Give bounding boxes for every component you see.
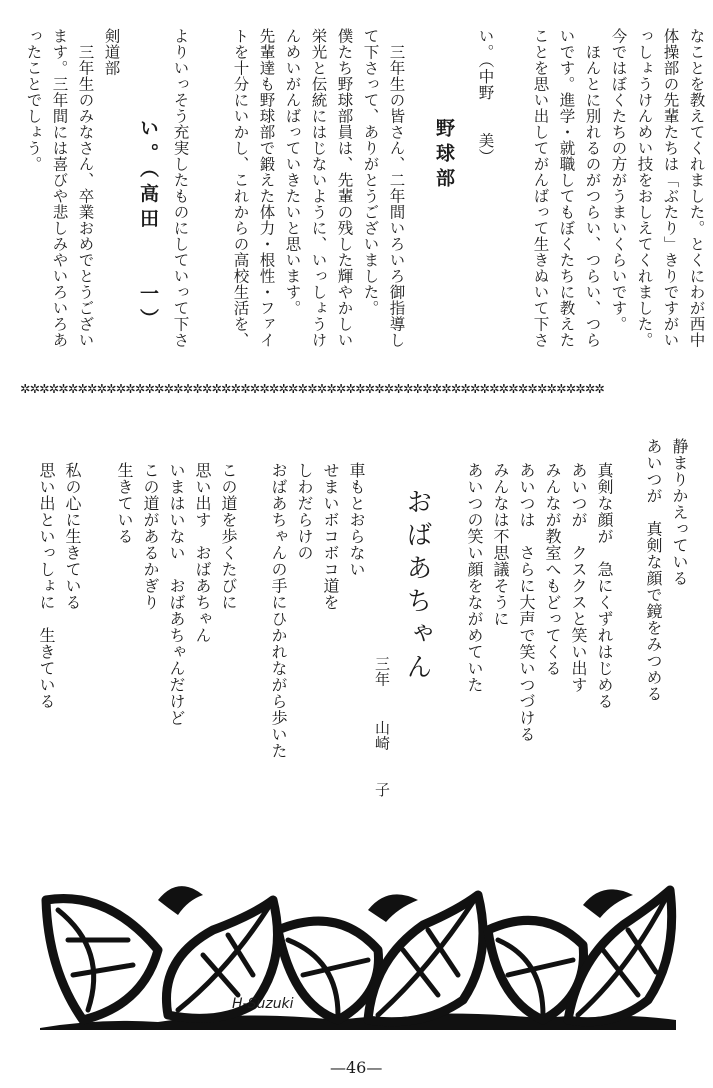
section-heading-baseball: 野球部 xyxy=(433,118,455,193)
prose-column: ます。三年間には喜びや悲しみやいろいろあ xyxy=(50,28,69,348)
poem-line: 生きている xyxy=(115,462,134,545)
decorative-leaf-border xyxy=(38,880,678,1030)
poem-line: 真剣な顔が 急にくずれはじめる xyxy=(595,462,614,710)
prose-column: て下さって、ありがとうございました。 xyxy=(361,28,380,316)
prose-column: ほんとに別れるのがつらい、つらい、つら xyxy=(583,28,602,348)
prose-column: ったことでしょう。 xyxy=(24,28,43,172)
prose-column: んめいがんばっていきたいと思います。 xyxy=(283,28,302,316)
prose-column: いです。進学・就職してもぼくたちに教えた xyxy=(557,28,576,348)
star-divider: ✲✲✲✲✲✲✲✲✲✲✲✲✲✲✲✲✲✲✲✲✲✲✲✲✲✲✲✲✲✲✲✲✲✲✲✲✲✲✲✲✲✲✲✲✲✲✲✲✲✲✲✲✲✲✲✲✲✲✲✲✲ xyxy=(20,383,604,396)
poem-line: みんなが教室へもどってくる xyxy=(543,462,562,677)
poem-line: 車もとおらない xyxy=(347,462,366,578)
prose-column: ことを思い出してがんばって生きぬいて下さ xyxy=(531,28,550,348)
poem-line: しわだらけの xyxy=(295,462,314,561)
poem-line: いまはいない おばあちゃんだけど xyxy=(167,462,186,726)
prose-column: 三年生の皆さん、二年間いろいろ御指導し xyxy=(387,28,406,348)
prose-column: 三年生のみなさん、卒業おめでとうござい xyxy=(76,28,95,348)
poem-line: 思い出す おばあちゃん xyxy=(193,462,212,644)
prose-column: なことを教えてくれました。とくにわが西中 xyxy=(687,28,706,348)
poem-line: せまいボコボコ道を xyxy=(321,462,340,611)
poem-title: おばあちゃん xyxy=(402,488,432,686)
curl-shape xyxy=(158,886,203,915)
prose-column: っしょうけんめい技をおしえてくれました。 xyxy=(635,28,654,348)
prose-column: 体操部の先輩たちは「ぶたり」きりですがい xyxy=(661,28,680,348)
poem-line: 静まりかえっている xyxy=(670,438,689,587)
poem-line: あいつが クスクスと笑い出す xyxy=(569,462,588,693)
prose-column: 剣道部 xyxy=(102,28,121,76)
prose-column: 先輩達も野球部で鍛えた体力・根性・ファイ xyxy=(257,28,276,348)
poem-line: この道を歩くたびに xyxy=(219,462,238,611)
poem-line: おばあちゃんの手にひかれながら歩いた xyxy=(269,462,288,759)
poem-author: 山崎 子 xyxy=(373,720,391,798)
poem-line: あいつは さらに大声で笑いつづける xyxy=(517,462,536,743)
page-number: —46— xyxy=(330,1058,383,1077)
poem-line: あいつの笑い顔をながめていた xyxy=(465,462,484,693)
curl-shape xyxy=(368,894,418,922)
poem-grade: 三年 xyxy=(373,656,391,687)
prose-column: 栄光と伝統にはじないように、いっしょうけ xyxy=(309,28,328,348)
prose-column: よりいっそう充実したものにしていって下さ xyxy=(171,28,190,348)
poem-line: 思い出といっしょに 生きている xyxy=(37,462,56,710)
poem-line: この道があるかぎり xyxy=(141,462,160,611)
prose-column: 今ではぼくたちの方がうまいくらいです。 xyxy=(609,28,628,332)
artist-signature: H-Suzuki xyxy=(232,996,294,1012)
section-heading-kendo: い。（高田 一） xyxy=(137,118,159,334)
prose-column: い。（中野 美） xyxy=(476,28,495,165)
poem-line: あいつが 真剣な顔で鏡をみつめる xyxy=(644,438,663,702)
prose-column: トを十分にいかし、これからの高校生活を、 xyxy=(231,28,250,348)
curl-shape xyxy=(583,889,633,918)
poem-line: みんなは不思議そうに xyxy=(491,462,510,627)
prose-column: 僕たち野球部員は、先輩の残した輝やかしい xyxy=(335,28,354,348)
poem-line: 私の心に生きている xyxy=(63,462,82,611)
